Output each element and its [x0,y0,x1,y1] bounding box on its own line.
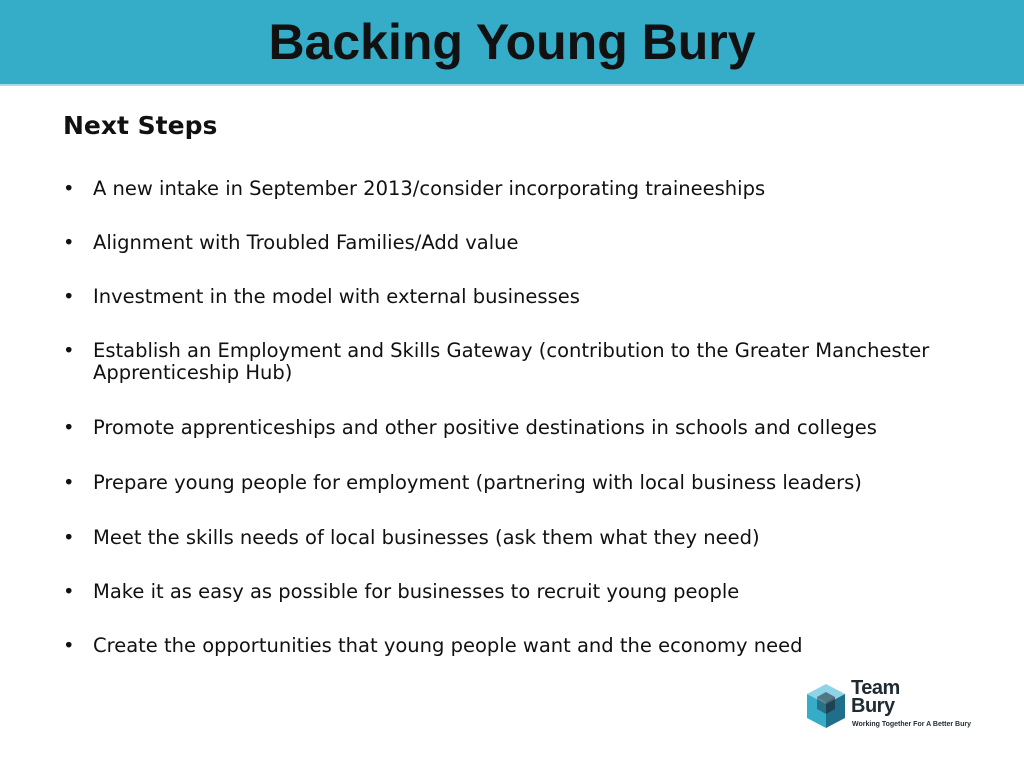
bullet-text: A new intake in September 2013/consider incorporating traineeships [93,177,766,200]
bullet-item [63,417,953,439]
section-heading: Next Steps [63,111,218,140]
logo-word-team: Team [851,677,900,699]
bullet-item [63,286,953,308]
bullet-icon: • [63,580,75,603]
title-bar [0,0,1024,86]
bullet-item [63,581,953,603]
cube-logo-icon [805,682,847,730]
bullet-list [63,178,953,689]
slide-title: Backing Young Bury [268,14,756,70]
bullet-item [63,340,953,384]
bullet-icon: • [63,634,75,657]
bullet-item [63,635,953,657]
bullet-item [63,232,953,254]
logo-tagline: Working Together For A Better Bury [852,721,972,728]
bullet-icon: • [63,416,75,439]
bullet-icon: • [63,231,75,254]
logo-word-bury: Bury [851,695,895,717]
bullet-icon: • [63,471,75,494]
bullet-item [63,472,953,494]
bullet-icon: • [63,177,75,200]
bullet-text: Alignment with Troubled Families/Add value [93,231,519,254]
bullet-text: Investment in the model with external businesses [93,285,580,308]
bullet-text: Promote apprenticeships and other positive destinations in schools and colleges [93,416,877,439]
bullet-item [63,178,953,200]
bullet-icon: • [63,526,75,549]
bullet-text: Prepare young people for employment (partnering with local business leaders) [93,471,862,494]
bullet-text: Meet the skills needs of local businesses (ask them what they need) [93,526,760,549]
bullet-text: Establish an Employment and Skills Gateway (contribution to the Greater Manchester Apprenticeship Hub) [93,339,930,384]
team-bury-logo [805,678,975,734]
bullet-text: Create the opportunities that young people want and the economy need [93,634,803,657]
bullet-item [63,527,953,549]
bullet-text: Make it as easy as possible for businesses to recruit young people [93,580,740,603]
bullet-icon: • [63,339,75,362]
bullet-icon: • [63,285,75,308]
